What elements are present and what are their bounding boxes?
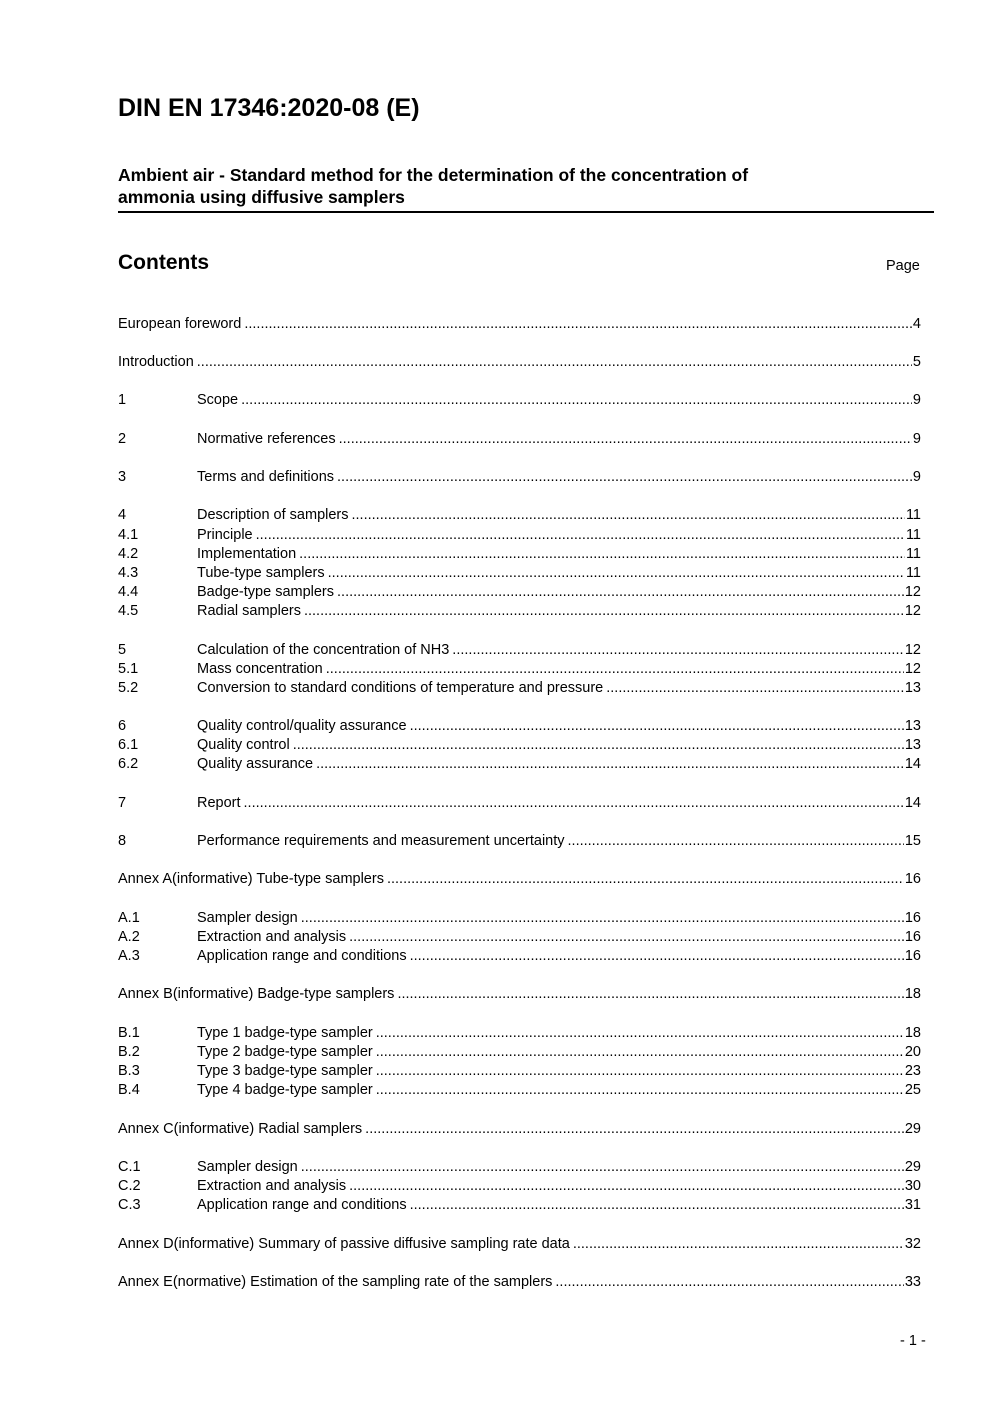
toc-entry-number: 6.2 bbox=[118, 756, 139, 772]
toc-entry-page: 9 bbox=[912, 431, 921, 447]
toc-entry-title: Sampler design bbox=[197, 910, 298, 926]
toc-entry-number: 5.2 bbox=[118, 680, 139, 696]
toc-entry-number: B.1 bbox=[118, 1025, 140, 1041]
toc-entry-page: 33 bbox=[904, 1274, 921, 1290]
toc-entry-title: European foreword bbox=[118, 316, 242, 332]
toc-entry[interactable] bbox=[118, 661, 921, 680]
toc-dot-leader bbox=[244, 316, 912, 332]
toc-entry-page: 20 bbox=[904, 1044, 921, 1060]
toc-entry-number: 8 bbox=[118, 833, 127, 849]
toc-entry-page: 12 bbox=[904, 661, 921, 677]
toc-entry-number: 4.3 bbox=[118, 565, 139, 581]
toc-entry-number: 2 bbox=[118, 431, 127, 447]
toc-dot-leader bbox=[387, 871, 904, 887]
toc-entry-page: 12 bbox=[904, 584, 921, 600]
toc-entry-title: Extraction and analysis bbox=[197, 929, 347, 945]
toc-dot-leader bbox=[304, 603, 904, 619]
toc-entry-page: 11 bbox=[905, 527, 921, 543]
toc-entry[interactable] bbox=[118, 584, 921, 603]
toc-entry-number: 5 bbox=[118, 642, 127, 658]
toc-entry-number: 6.1 bbox=[118, 737, 139, 753]
toc-entry-title: Calculation of the concentration of NH3 bbox=[197, 642, 450, 658]
toc-entry-title: Annex A(informative) Tube-type samplers bbox=[118, 871, 384, 887]
toc-entry[interactable] bbox=[118, 1236, 921, 1255]
toc-dot-leader bbox=[555, 1274, 903, 1290]
toc-entry-number: A.3 bbox=[118, 948, 140, 964]
toc-entry[interactable] bbox=[118, 680, 921, 699]
toc-entry[interactable] bbox=[118, 1274, 921, 1293]
toc-entry-title: Report bbox=[197, 795, 241, 811]
toc-entry-number: 4.4 bbox=[118, 584, 139, 600]
toc-dot-leader bbox=[410, 948, 904, 964]
toc-entry[interactable] bbox=[118, 354, 921, 373]
toc-dot-leader bbox=[376, 1044, 904, 1060]
toc-entry[interactable] bbox=[118, 603, 921, 622]
toc-dot-leader bbox=[452, 642, 904, 658]
toc-entry[interactable] bbox=[118, 910, 921, 929]
toc-entry-title: Quality control bbox=[197, 737, 290, 753]
toc-entry-page: 18 bbox=[904, 1025, 921, 1041]
toc-entry-page: 9 bbox=[912, 392, 921, 408]
toc-entry[interactable] bbox=[118, 565, 921, 584]
toc-entry-title: Principle bbox=[197, 527, 253, 543]
toc-entry-number: 4.5 bbox=[118, 603, 139, 619]
toc-dot-leader bbox=[376, 1063, 904, 1079]
toc-entry-page: 11 bbox=[905, 546, 921, 562]
toc-entry[interactable] bbox=[118, 392, 921, 411]
toc-entry-page: 23 bbox=[904, 1063, 921, 1079]
toc-entry-page: 15 bbox=[904, 833, 921, 849]
toc-entry[interactable] bbox=[118, 507, 921, 526]
toc-dot-leader bbox=[337, 584, 904, 600]
toc-dot-leader bbox=[376, 1082, 904, 1098]
toc-entry-number: 7 bbox=[118, 795, 127, 811]
toc-entry-number: 5.1 bbox=[118, 661, 139, 677]
toc-dot-leader bbox=[256, 527, 905, 543]
toc-entry-title: Quality assurance bbox=[197, 756, 314, 772]
toc-entry[interactable] bbox=[118, 1197, 921, 1216]
toc-entry-number: 3 bbox=[118, 469, 127, 485]
toc-entry[interactable] bbox=[118, 1025, 921, 1044]
toc-dot-leader bbox=[397, 986, 903, 1002]
toc-entry-title: Annex B(informative) Badge-type samplers bbox=[118, 986, 395, 1002]
toc-dot-leader bbox=[573, 1236, 904, 1252]
toc-entry[interactable] bbox=[118, 756, 921, 775]
toc-entry-page: 16 bbox=[904, 910, 921, 926]
toc-entry-page: 14 bbox=[904, 795, 921, 811]
toc-entry[interactable] bbox=[118, 948, 921, 967]
toc-dot-leader bbox=[606, 680, 904, 696]
toc-entry-number: C.1 bbox=[118, 1159, 141, 1175]
toc-entry-title: Type 3 badge-type sampler bbox=[197, 1063, 373, 1079]
toc-entry[interactable] bbox=[118, 986, 921, 1005]
toc-entry-title: Sampler design bbox=[197, 1159, 298, 1175]
toc-entry-title: Annex C(informative) Radial samplers bbox=[118, 1121, 363, 1137]
toc-dot-leader bbox=[326, 661, 904, 677]
toc-entry-page: 12 bbox=[904, 603, 921, 619]
subtitle-line-2: ammonia using diffusive samplers bbox=[118, 187, 405, 207]
toc-entry-page: 18 bbox=[904, 986, 921, 1002]
toc-entry[interactable] bbox=[118, 316, 921, 335]
toc-dot-leader bbox=[376, 1025, 904, 1041]
toc-entry[interactable] bbox=[118, 1121, 921, 1140]
toc-entry[interactable] bbox=[118, 546, 921, 565]
toc-dot-leader bbox=[301, 1159, 904, 1175]
toc-entry-page: 12 bbox=[904, 642, 921, 658]
toc-entry-title: Application range and conditions bbox=[197, 948, 407, 964]
toc-entry-page: 31 bbox=[904, 1197, 921, 1213]
toc-entry[interactable] bbox=[118, 1063, 921, 1082]
toc-entry-title: Mass concentration bbox=[197, 661, 323, 677]
toc-entry[interactable] bbox=[118, 469, 921, 488]
toc-dot-leader bbox=[316, 756, 904, 772]
toc-entry-number: C.2 bbox=[118, 1178, 141, 1194]
toc-entry-page: 11 bbox=[905, 507, 921, 523]
toc-entry[interactable] bbox=[118, 795, 921, 814]
toc-dot-leader bbox=[349, 929, 904, 945]
document-title: DIN EN 17346:2020-08 (E) bbox=[118, 94, 420, 122]
toc-dot-leader bbox=[293, 737, 904, 753]
toc-entry[interactable] bbox=[118, 642, 921, 661]
toc-dot-leader bbox=[339, 431, 912, 447]
toc-dot-leader bbox=[365, 1121, 904, 1137]
toc-entry[interactable] bbox=[118, 1082, 921, 1101]
toc-entry-page: 25 bbox=[904, 1082, 921, 1098]
toc-entry-title: Tube-type samplers bbox=[197, 565, 325, 581]
toc-entry-title: Annex D(informative) Summary of passive diffusive sampling rate data bbox=[118, 1236, 570, 1252]
toc-entry-title: Normative references bbox=[197, 431, 336, 447]
toc-entry-number: 4 bbox=[118, 507, 127, 523]
toc-entry[interactable] bbox=[118, 527, 921, 546]
toc-dot-leader bbox=[301, 910, 904, 926]
toc-entry-page: 29 bbox=[904, 1159, 921, 1175]
toc-entry[interactable] bbox=[118, 431, 921, 450]
toc-entry-title: Terms and definitions bbox=[197, 469, 335, 485]
toc-entry[interactable] bbox=[118, 871, 921, 890]
toc-entry[interactable] bbox=[118, 833, 921, 852]
toc-dot-leader bbox=[349, 1178, 904, 1194]
toc-entry-number: 1 bbox=[118, 392, 127, 408]
contents-heading: Contents bbox=[118, 251, 209, 274]
toc-entry-title: Type 2 badge-type sampler bbox=[197, 1044, 373, 1060]
toc-entry[interactable] bbox=[118, 1044, 921, 1063]
toc-dot-leader bbox=[410, 718, 904, 734]
toc-entry-title: Performance requirements and measurement uncertainty bbox=[197, 833, 565, 849]
page-column-heading: Page bbox=[886, 258, 920, 274]
toc-dot-leader bbox=[197, 354, 912, 370]
toc-entry-title: Annex E(normative) Estimation of the sampling rate of the samplers bbox=[118, 1274, 553, 1290]
toc-entry-title: Implementation bbox=[197, 546, 297, 562]
toc-dot-leader bbox=[299, 546, 905, 562]
subtitle-line-1: Ambient air - Standard method for the determination of the concentration of bbox=[118, 165, 749, 185]
toc-entry-title: Type 1 badge-type sampler bbox=[197, 1025, 373, 1041]
toc-dot-leader bbox=[568, 833, 904, 849]
toc-entry[interactable] bbox=[118, 718, 921, 737]
toc-entry-page: 14 bbox=[904, 756, 921, 772]
toc-entry-title: Introduction bbox=[118, 354, 194, 370]
toc-entry-page: 13 bbox=[904, 680, 921, 696]
toc-entry-title: Quality control/quality assurance bbox=[197, 718, 407, 734]
table-of-contents bbox=[118, 0, 921, 1403]
toc-entry-title: Radial samplers bbox=[197, 603, 301, 619]
toc-entry-title: Extraction and analysis bbox=[197, 1178, 347, 1194]
toc-entry-number: B.4 bbox=[118, 1082, 140, 1098]
toc-entry-title: Description of samplers bbox=[197, 507, 349, 523]
toc-entry-number: B.3 bbox=[118, 1063, 140, 1079]
toc-entry-page: 16 bbox=[904, 871, 921, 887]
toc-entry[interactable] bbox=[118, 1159, 921, 1178]
toc-entry-title: Application range and conditions bbox=[197, 1197, 407, 1213]
toc-dot-leader bbox=[352, 507, 905, 523]
toc-entry-page: 30 bbox=[904, 1178, 921, 1194]
toc-entry-page: 32 bbox=[904, 1236, 921, 1252]
toc-entry-page: 4 bbox=[912, 316, 921, 332]
toc-entry[interactable] bbox=[118, 737, 921, 756]
toc-entry-page: 13 bbox=[904, 737, 921, 753]
toc-entry-number: B.2 bbox=[118, 1044, 140, 1060]
toc-entry-title: Conversion to standard conditions of temperature and pressure bbox=[197, 680, 604, 696]
toc-entry-page: 9 bbox=[912, 469, 921, 485]
toc-entry-number: 6 bbox=[118, 718, 127, 734]
toc-entry-page: 16 bbox=[904, 948, 921, 964]
toc-entry-page: 29 bbox=[904, 1121, 921, 1137]
footer-page-number: - 1 - bbox=[900, 1333, 926, 1349]
toc-entry-title: Badge-type samplers bbox=[197, 584, 335, 600]
toc-entry-number: A.1 bbox=[118, 910, 140, 926]
toc-entry-page: 5 bbox=[912, 354, 921, 370]
toc-dot-leader bbox=[241, 392, 912, 408]
toc-dot-leader bbox=[244, 795, 904, 811]
toc-entry[interactable] bbox=[118, 929, 921, 948]
toc-entry-page: 11 bbox=[905, 565, 921, 581]
toc-entry-number: 4.2 bbox=[118, 546, 139, 562]
toc-entry-number: A.2 bbox=[118, 929, 140, 945]
toc-entry-number: C.3 bbox=[118, 1197, 141, 1213]
toc-entry-title: Scope bbox=[197, 392, 239, 408]
toc-dot-leader bbox=[410, 1197, 904, 1213]
toc-entry[interactable] bbox=[118, 1178, 921, 1197]
toc-entry-number: 4.1 bbox=[118, 527, 139, 543]
toc-dot-leader bbox=[328, 565, 905, 581]
toc-dot-leader bbox=[337, 469, 912, 485]
toc-entry-title: Type 4 badge-type sampler bbox=[197, 1082, 373, 1098]
toc-entry-page: 13 bbox=[904, 718, 921, 734]
toc-entry-page: 16 bbox=[904, 929, 921, 945]
